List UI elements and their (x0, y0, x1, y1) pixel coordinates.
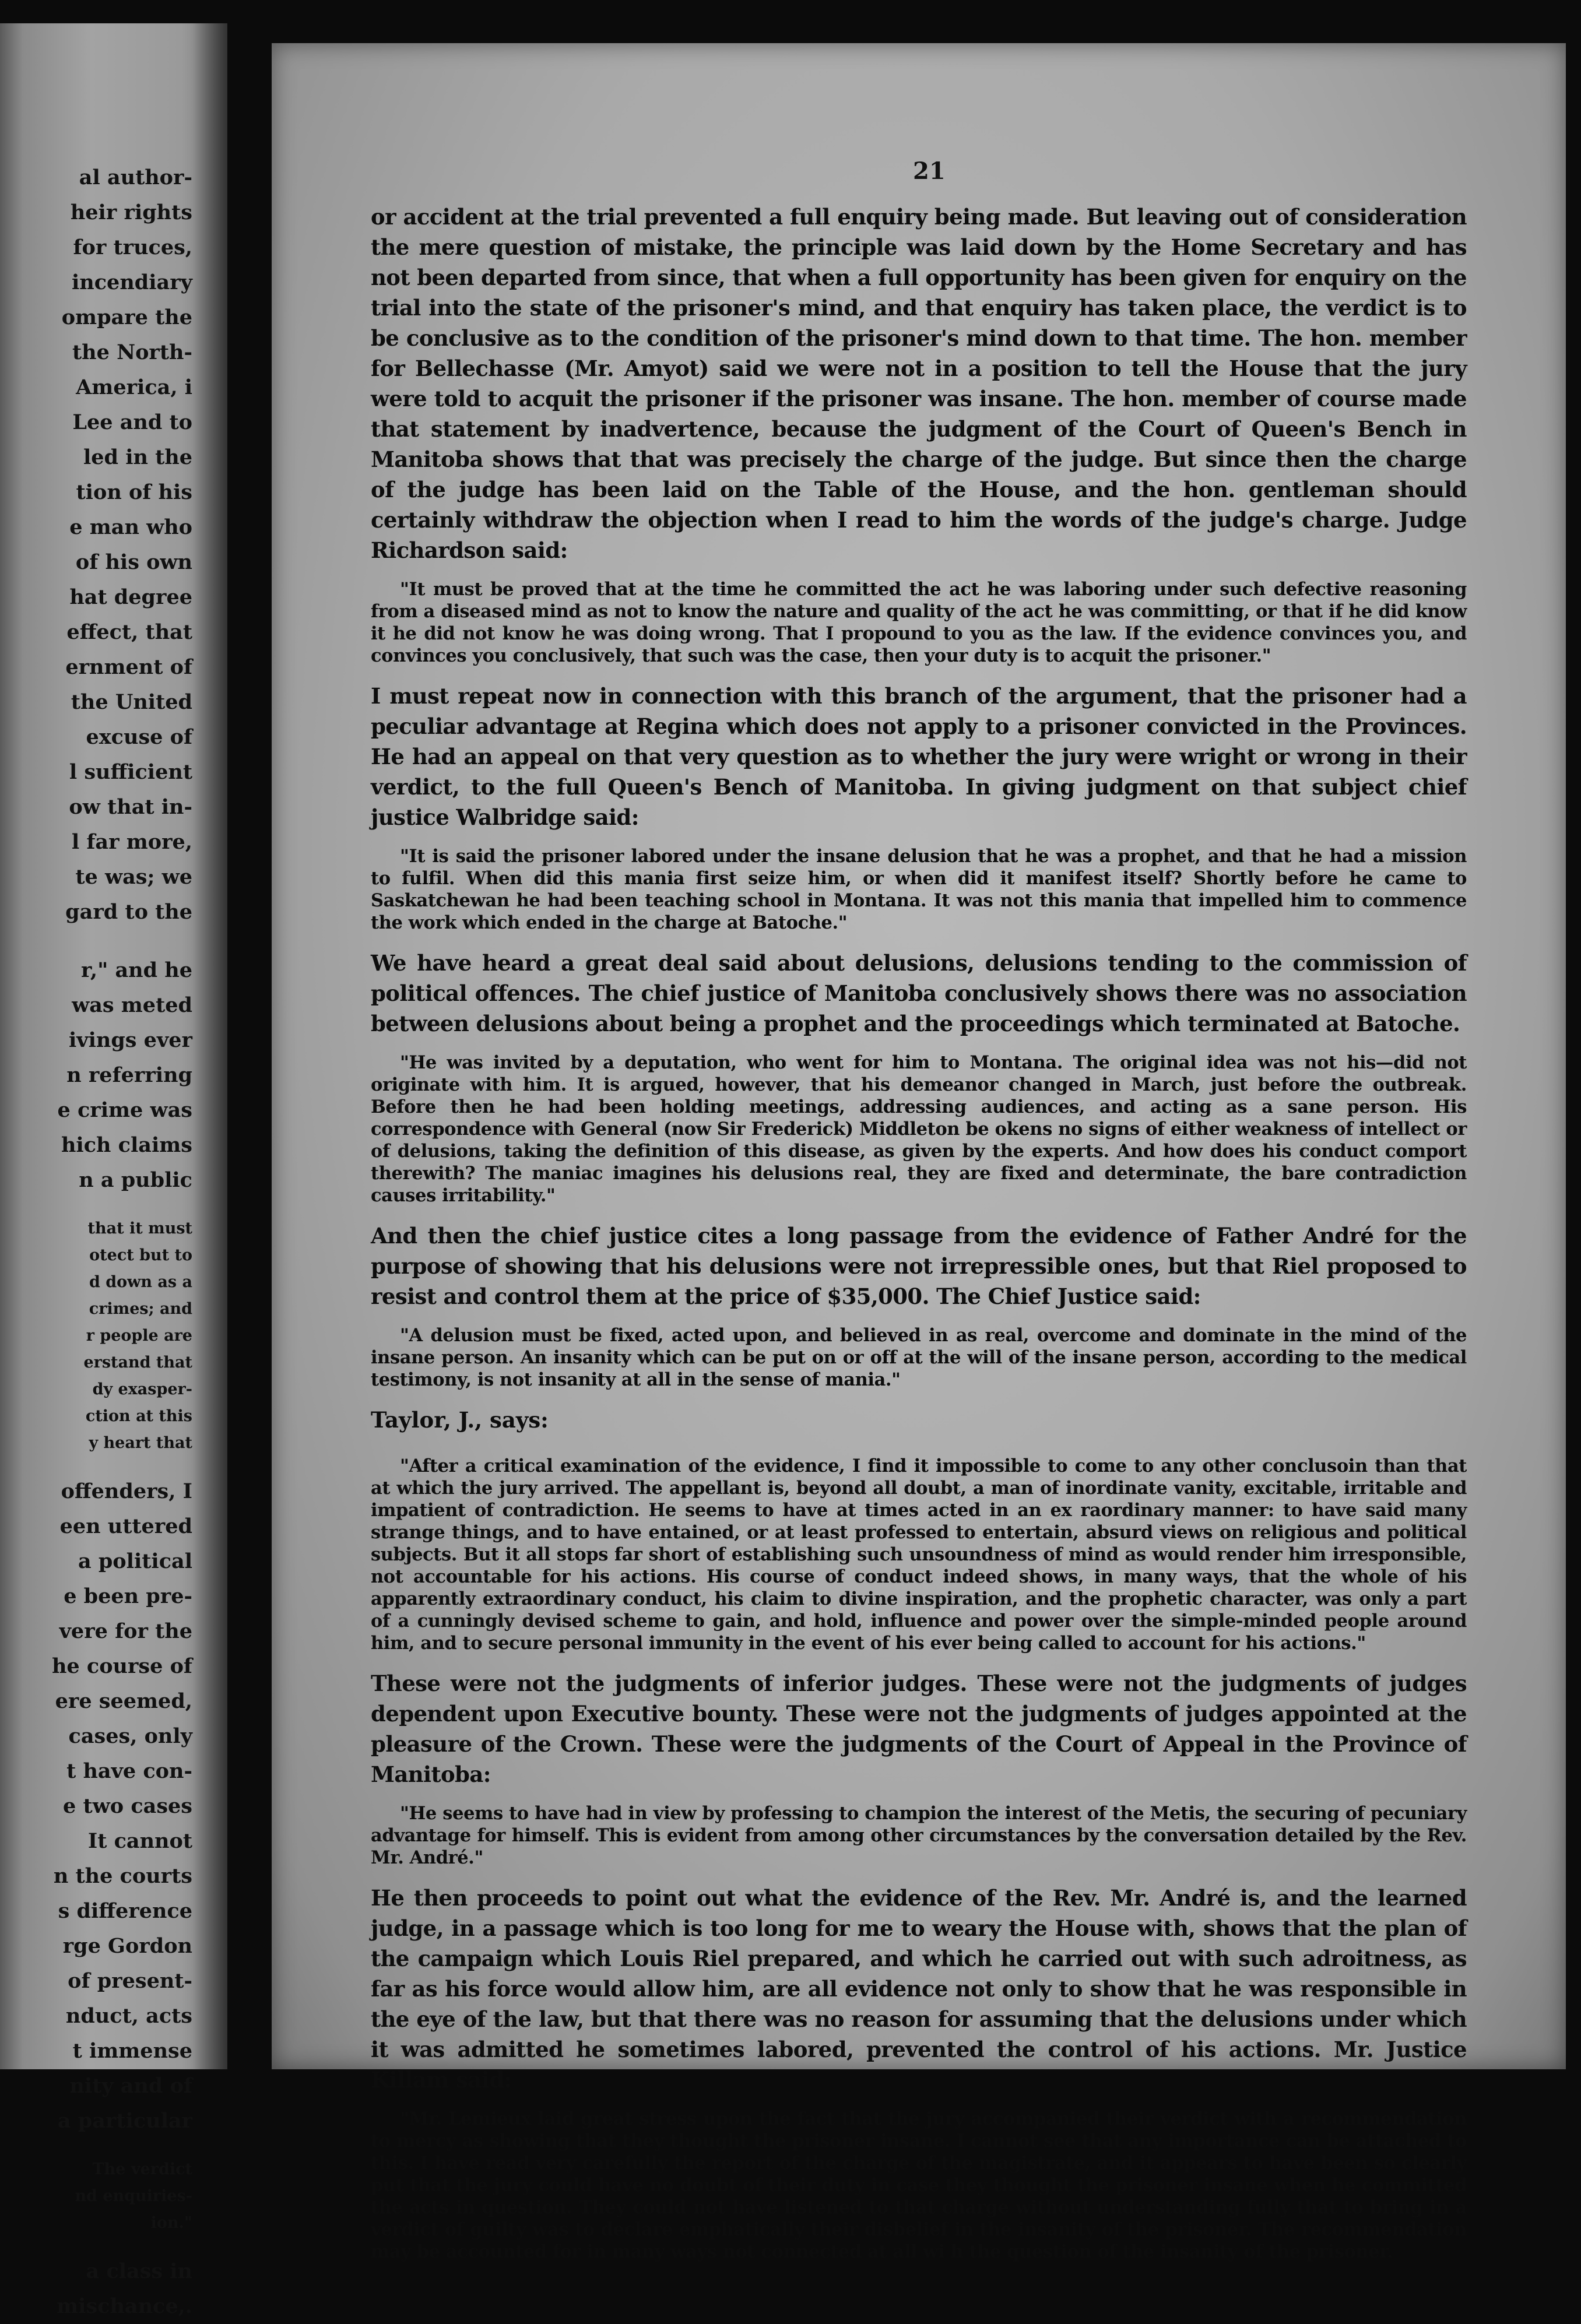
paragraph-1: or accident at the trial prevented a full enquiry being made. But leaving out of consideration the mere question of mistake, the principle was laid down by the Home Secretary and has not been departed from since, that when a full opportunity has been given for enquiry on the trial into the state of the prisoner's mind, and that enquiry has taken place, the verdict is to be conclusive as to the condition of the prisoner's mind down to that time. The hon. member for Bellechasse (Mr. Amyot) said we were not in a position to tell the House that the jury were told to acquit the prisoner if the prisoner was insane. The hon. member of course made that statement by inadvertence, because the judgment of the Court of Queen's Bench in Manitoba shows that that was precisely the charge of the judge. But since then the charge of the judge has been laid on the Table of the House, and the hon. gentleman should certainly withdraw the objection when I read to him the words of the judge's charge. Judge Richardson said: (371, 204, 1467, 563)
quote-metis: "He seems to have had in view by professing to champion the interest of the Metis, the securing of pecuniary advantage for himself. This is evident from among other circumstances by the conversation detailed by the Rev. Mr. André." (371, 1803, 1467, 1868)
left-page-line-fragment: a class in (86, 2259, 192, 2283)
left-page-line-fragment: e man who (69, 515, 192, 539)
left-page-line-fragment: te was; we (75, 865, 192, 889)
fragment-group-lower (0, 1474, 192, 2139)
left-page-line-fragment: incendiary (72, 270, 192, 294)
left-page-line-fragment: a particular (57, 2109, 192, 2133)
fragment-group-bottom (0, 2254, 192, 2324)
left-page-line-fragment: erstand that (83, 1353, 192, 1372)
left-page-text (0, 160, 192, 2324)
left-page-line-fragment: ernment of (65, 655, 192, 679)
fragment-group-small-1 (0, 1215, 192, 1457)
left-page-line-fragment: ere seemed, (55, 1689, 192, 1713)
left-page-line-fragment: the United (71, 690, 192, 714)
paragraph-taylor: Taylor, J., says: (371, 1407, 549, 1433)
left-page-line-fragment: ivings ever (68, 1028, 192, 1052)
left-page-line-fragment: r people are (86, 1327, 192, 1345)
left-page-line-fragment: n a public (79, 1168, 192, 1192)
left-page-line-fragment: e two cases (63, 1794, 192, 1818)
left-page-line-fragment: led in the (83, 445, 192, 469)
page-gutter-shadow (192, 23, 227, 2069)
left-page-line-fragment: ion." (150, 2214, 192, 2232)
quote-killam: "Mr. Lemieux laid great stress upon the fact that the jury accompanied their verdict with a recommendation to mercy as showing that they thought the prisoner insane. I cannot see that any importance can be attached to this. I have read very carefully the report of the charge of the magistrate, and it appears to have been so clearly put that the jury could have no doubt of their duty in case they thought the prisoner insane when he committed the acts in question. They could not have listened to that charge without understanding fully that to bring in a verdict of guilty was to declare emphatically their disbelief in the insanity of the prisoner. The recommendation may be accounted for in many ways not connected at all wi h the question of the insanity of the prisoner. (371, 2108, 1467, 2262)
left-page-line-fragment: dy exasper- (92, 1380, 192, 1398)
left-page-line-fragment: excuse of (86, 725, 192, 749)
left-page-line-fragment: t immense (72, 2039, 192, 2063)
left-page-line-fragment: een uttered (59, 1514, 192, 1538)
fragment-group-small-2 (0, 2156, 192, 2237)
paragraph-3: We have heard a great deal said about delusions, delusions tending to the commission of political offences. The chief justice of Manitoba conclusively shows there was no association between delusions about being a prophet and the proceedings which terminated at Batoche. (371, 950, 1467, 1036)
left-page-line-fragment: e crime was (57, 1098, 192, 1122)
left-page-line-fragment: e been pre- (64, 1584, 192, 1608)
left-page-line-fragment: he course of (51, 1654, 192, 1678)
left-page-line-fragment: the North- (72, 340, 192, 364)
left-page-line-fragment: y heart that (89, 1434, 192, 1452)
left-page-line-fragment: nd enquiries- (75, 2187, 192, 2205)
left-page-line-fragment: otect but to (89, 1246, 192, 1264)
left-page-line-fragment: hat degree (69, 585, 192, 609)
page-body (371, 202, 1467, 2277)
paragraph-2: I must repeat now in connection with this branch of the argument, that the prisoner had a peculiar advantage at Regina which does not apply to a prisoner convicted in the Provinces. He had an appeal on that very question as to whether the jury were wright or wrong in their verdict, to the full Queen's Bench of Manitoba. In giving judgment on that subject chief justice Walbridge said: (371, 683, 1467, 830)
left-page-line-fragment: n the courts (53, 1864, 192, 1888)
left-page-line-fragment: effect, that (66, 620, 192, 644)
left-page-line-fragment: offenders, I (61, 1479, 192, 1503)
left-page-line-fragment: ow that in- (69, 795, 192, 819)
left-page-line-fragment: nity and of (69, 2074, 192, 2098)
left-page-line-fragment: of present- (68, 1969, 192, 1993)
left-page-line-fragment: cases, only (68, 1724, 192, 1748)
quote-richardson: "It must be proved that at the time he committed the act he was laboring under such defective reasoning from a diseased mind as not to know the nature and quality of the act he was committing, or that if he did know it he did not know he was doing wrong. That I propound to you as the law. If the evidence convinces you, and convinces you conclusively, that such was the case, then your duty is to acquit the prisoner." (371, 579, 1467, 666)
left-page-line-fragment: Lee and to (72, 410, 192, 434)
quote-delusion: "A delusion must be fixed, acted upon, and believed in as real, overcome and dominate in the mind of the insane person. An insanity which can be put on or off at the will of the insane person, according to the medical testimony, is not insanity at all in the sense of mania." (371, 1325, 1467, 1390)
left-page-line-fragment: nduct, acts (65, 2004, 192, 2028)
left-page-fragment (0, 23, 227, 2318)
left-page-line-fragment: r," and he (81, 958, 192, 982)
left-page-line-fragment: s difference (58, 1899, 192, 1923)
left-page-line-fragment: vere for the (59, 1619, 192, 1643)
left-page-line-fragment: The verdict (92, 2160, 192, 2178)
left-page-line-fragment: It cannot (87, 1829, 192, 1853)
left-page-line-fragment: crimes; and (89, 1300, 192, 1318)
paragraph-7: He then proceeds to point out what the evidence of the Rev. Mr. André is, and the learned judge, in a passage which is too long for me to weary the House with, shows that the plan of the campaign which Louis Riel prepared, and which he carried out with such adroitness, as far as his force would allow him, are all evidence not only to show that he was responsible in the eye of the law, but that there was no reason for assuming that the delusions under which it was admitted he sometimes labored, prevented the control of his actions. Mr. Justice Killam said: (371, 1885, 1467, 2093)
left-page-line-fragment: al author- (79, 166, 192, 189)
left-page-line-fragment: l far more, (71, 830, 192, 854)
left-page-line-fragment: ction at this (85, 1407, 192, 1425)
quote-taylor: "After a critical examination of the evidence, I find it impossible to come to any other conclusoin than that at which the jury arrived. The appellant is, beyond all doubt, a man of inordinate vanity, excitable, irritable and impatient of contradiction. He seems to have at times acted in an ex raordinary manner: to have said many strange things, and to have entained, or at least professed to entertain, absurd views on religious and political subjects. But it all stops far short of establishing such unsoundness of mind as would render him irresponsible, not accountable for his actions. His course of conduct indeed shows, in many ways, that the whole of his apparently extraordinary conduct, his claim to divine inspiration, and the prophetic character, was only a part of a cunningly devised scheme to gain, and hold, influence and power over the simple-minded people around him, and to secure personal immunity in the event of his ever being called to account for his actions." (371, 1455, 1467, 1654)
page-number: 21 (913, 157, 946, 185)
fragment-group-middle (0, 953, 192, 1198)
left-page-line-fragment: ompare the (61, 305, 192, 329)
left-page-line-fragment: l sufficient (69, 760, 192, 784)
left-page-line-fragment: mischance,. (57, 2294, 192, 2318)
left-page-line-fragment: rge Gordon (62, 1934, 192, 1958)
left-page-line-fragment: tion of his (76, 480, 192, 504)
left-page-line-fragment: was meted (72, 993, 192, 1017)
fragment-group-top (0, 160, 192, 930)
left-page-line-fragment: n referring (66, 1063, 192, 1087)
left-page-line-fragment: for truces, (73, 235, 192, 259)
left-page-line-fragment: America, i (76, 375, 192, 399)
left-page-line-fragment: heir rights (70, 201, 192, 224)
left-page-line-fragment: d down as a (89, 1273, 192, 1291)
paragraph-6: These were not the judgments of inferior judges. These were not the judgments of judges dependent upon Executive bounty. These were not the judgments of judges appointed at the pleasure of the Crown. These were the judgments of the Court of Appeal in the Province of Manitoba: (371, 1671, 1467, 1787)
quote-walbridge: "It is said the prisoner labored under the insane delusion that he was a prophet, and that he had a mission to fulfil. When did this mania first seize him, or when did it manifest itself? Shortly before he came to Saskatchewan he had been teaching school in Montana. It was not this mania that impelled him to commence the work which ended in the charge at Batoche." (371, 846, 1467, 933)
main-page (272, 43, 1566, 2262)
left-page-line-fragment: a political (78, 1549, 192, 1573)
quote-deputation: "He was invited by a deputation, who went for him to Montana. The original idea was not his—did not originate with him. It is argued, however, that his demeanor changed in March, just before the outbreak. Before then he had been holding meetings, addressing audiences, and acting as a sane person. His correspondence with General (now Sir Frederick) Middleton be okens no signs of either weakness of intellect or of delusions, taking the definition of this disease, as given by the experts. And how does his conduct comport therewith? The maniac imagines his delusions real, they are fixed and determinate, the bare contradiction causes irritability." (371, 1052, 1467, 1206)
left-page-line-fragment: hich claims (61, 1133, 192, 1157)
paragraph-4: And then the chief justice cites a long passage from the evidence of Father André for the purpose of showing that his delusions were not irrepressible ones, but that Riel proposed to resist and control them at the price of $35,000. The Chief Justice said: (371, 1223, 1467, 1309)
left-page-line-fragment: t have con- (66, 1759, 192, 1783)
left-page-line-fragment: of his own (75, 550, 192, 574)
left-page-line-fragment: gard to the (65, 900, 192, 924)
left-page-line-fragment: that it must (87, 1219, 192, 1237)
